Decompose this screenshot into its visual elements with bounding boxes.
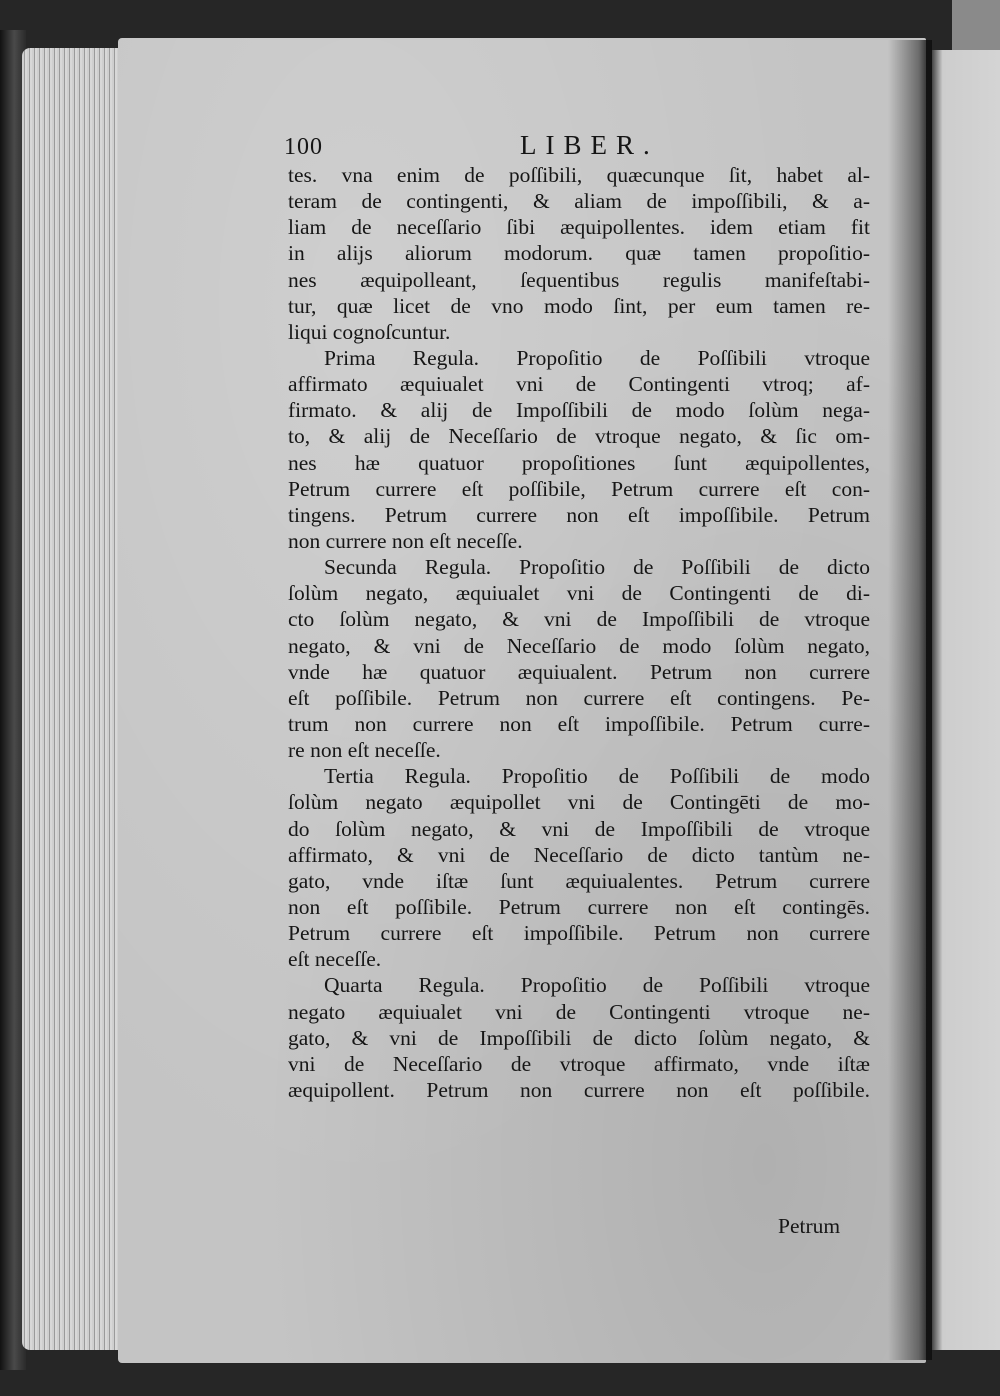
text-line: tur, quæ licet de vno modo ſint, per eum tamen re- xyxy=(288,293,870,318)
text-line: vni de Neceſſario de vtroque affirmato, vnde iſtæ xyxy=(288,1051,870,1076)
text-line: ſolùm negato, æquiualet vni de Contingenti de di- xyxy=(288,581,870,606)
text-line: affirmato æquiualet vni de Contingenti vtroq; af- xyxy=(288,372,870,397)
text-line: tingens. Petrum currere non eſt impoſſibile. Petrum xyxy=(288,502,870,527)
text-line: teram de contingenti, & aliam de impoſſibili, & a- xyxy=(288,189,870,214)
catchword: Petrum xyxy=(778,1214,841,1238)
body-text xyxy=(288,162,870,1103)
text-line: Petrum currere eſt impoſſibile. Petrum non currere xyxy=(288,921,870,946)
text-line: in alijs aliorum modorum. quæ tamen propoſitio- xyxy=(288,241,870,266)
text-line: vnde hæ quatuor æquiualent. Petrum non currere xyxy=(288,659,870,684)
running-head: LIBER. xyxy=(520,130,659,160)
text-line: liam de neceſſario ſibi æquipollentes. idem etiam fit xyxy=(288,215,870,240)
rule-heading-line: Secunda Regula. Propoſitio de Poſſibili de dicto xyxy=(324,555,870,580)
text-line: do ſolùm negato, & vni de Impoſſibili de vtroque xyxy=(288,816,870,841)
text-line: firmato. & alij de Impoſſibili de modo ſolùm nega- xyxy=(288,398,870,423)
text-line: Petrum currere eſt poſſibile, Petrum currere eſt con- xyxy=(288,476,870,501)
text-line: nes æquipolleant, ſequentibus regulis manifeſtabi- xyxy=(288,267,870,292)
text-line: to, & alij de Neceſſario de vtroque negato, & ſic om- xyxy=(288,424,870,449)
text-line: eſt neceſſe. xyxy=(288,947,382,972)
text-line: re non eſt neceſſe. xyxy=(288,738,441,763)
text-line: negato, & vni de Neceſſario de modo ſolùm negato, xyxy=(288,633,870,658)
text-line: liqui cognoſcuntur. xyxy=(288,319,451,344)
rule-heading-line: Prima Regula. Propoſitio de Poſſibili vtroque xyxy=(324,345,870,370)
text-line: ſolùm negato æquipollet vni de Contingēti de mo- xyxy=(288,790,870,815)
text-line: tes. vna enim de poſſibili, quæcunque ſit, habet al- xyxy=(288,163,870,187)
text-line: trum non currere non eſt impoſſibile. Petrum curre- xyxy=(288,711,870,736)
text-line: gato, & vni de Impoſſibili de dicto ſolùm negato, & xyxy=(288,1025,870,1050)
text-line: non currere non eſt neceſſe. xyxy=(288,528,523,553)
rule-heading-line: Tertia Regula. Propoſitio de Poſſibili de modo xyxy=(324,764,870,789)
rule-heading-line: Quarta Regula. Propoſitio de Poſſibili vtroque xyxy=(324,973,870,998)
text-line: cto ſolùm negato, & vni de Impoſſibili de vtroque xyxy=(288,607,870,632)
facing-page-corner xyxy=(952,0,1000,56)
stacked-page-edges xyxy=(22,48,132,1350)
text-line: gato, vnde iſtæ ſunt æquiualentes. Petrum currere xyxy=(288,868,870,893)
text-line: non eſt poſſibile. Petrum currere non eſt contingēs. xyxy=(288,894,870,919)
text-line: affirmato, & vni de Neceſſario de dicto tantùm ne- xyxy=(288,842,870,867)
gutter-shadow xyxy=(888,40,932,1360)
facing-page xyxy=(930,50,1000,1350)
text-line: nes hæ quatuor propoſitiones ſunt æquipollentes, xyxy=(288,450,870,475)
page-number: 100 xyxy=(284,134,323,160)
text-line: eſt poſſibile. Petrum non currere eſt contingens. Pe- xyxy=(288,685,870,710)
text-line: æquipollent. Petrum non currere non eſt poſſibile. xyxy=(288,1077,870,1102)
text-line: negato æquiualet vni de Contingenti vtroque ne- xyxy=(288,999,870,1024)
